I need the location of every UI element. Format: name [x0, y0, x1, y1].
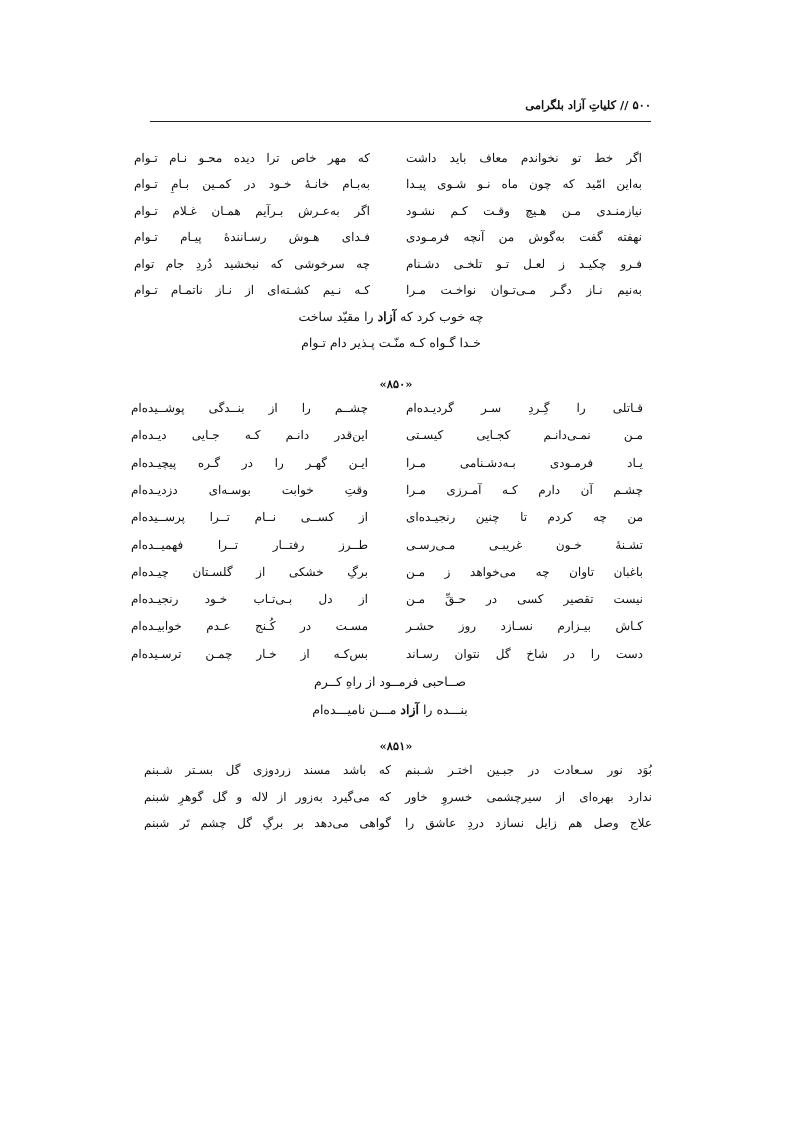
- hemistich-first: تشـنهٔ خـون غریبـی مـی‌رسـی: [406, 537, 643, 552]
- hemistich-first: مـن نمـی‌دانـم کجـایی کیسـتی: [406, 428, 643, 443]
- hemistich-first: باغبان تاوان چه می‌خواهد ز مـن: [406, 564, 643, 579]
- closing-text: را مقیّد ساخت: [298, 309, 378, 325]
- couplet: [134, 278, 642, 302]
- hemistich-first: چشـم آن دارم کـه آمـرزی مـرا: [406, 482, 643, 497]
- closing-line: [191, 304, 591, 330]
- hemistich-second: از کســی نــام تــرا پرســیده‌ام: [131, 510, 368, 525]
- hemistich-first: قـاتلی را گِـردِ سـر گردیـده‌ام: [406, 401, 643, 415]
- couplet: [131, 451, 643, 475]
- couplet: [134, 146, 642, 170]
- couplet: [131, 614, 643, 638]
- hemistich-first: به‌نیم نـاز دگـر مـی‌تـوان نواخـت مـرا: [406, 283, 642, 297]
- hemistich-second: به‌بـام خانـهٔ خـود در کمـین بـامِ تـوام: [134, 177, 370, 192]
- hemistich-first: ندارد بهره‌ای از سیرچشمی خسروِ خاور: [405, 789, 652, 804]
- hemistich-second: از دل بـی‌تـاب خـود رنجیـده‌ام: [131, 592, 368, 607]
- couplet: [131, 396, 643, 420]
- hemistich-second: این‌قدر دانـم کـه جـایی دیـده‌ام: [131, 428, 368, 443]
- couplet: [131, 642, 643, 666]
- hemistich-second: گواهی می‌دهد بر برگِ گل چشم تَر شبنم: [144, 816, 391, 830]
- poem-number: «۸۵۰»: [379, 377, 413, 391]
- hemistich-second: چشــم را از بنــدگی پوشــیده‌ام: [131, 401, 368, 415]
- header-rule: [150, 121, 651, 122]
- hemistich-first: یـاد فرمـودی بـه‌دشـنامی مـرا: [406, 455, 643, 470]
- hemistich-first: نهفته گفت به‌گوش من آنچه فرمـودی: [406, 230, 642, 245]
- couplet: [134, 225, 642, 249]
- couplet: [134, 172, 642, 196]
- hemistich-first: فـرو چکیـد ز لعـل تـو تلخـی دشـنام: [406, 256, 642, 271]
- hemistich-second: بس‌کـه از خـار چمـن ترسـیده‌ام: [131, 646, 368, 661]
- poet-name: آزاد: [377, 309, 397, 325]
- couplet: [144, 811, 652, 835]
- closing-line: [191, 330, 591, 356]
- hemistich-first: نیازمنـدی مـن هـیچ وقـت کـم نشـود: [406, 203, 642, 218]
- closing-text: مـــن نامیـــده‌ام: [312, 702, 401, 717]
- couplet: [131, 533, 643, 557]
- hemistich-first: علاج وصل هم زایل نسازد دردِ عاشق را: [405, 816, 652, 830]
- couplet: [131, 478, 643, 502]
- page-number-and-title: ۵۰۰ // کلیاتِ آزاد بلگرامی: [525, 98, 651, 112]
- hemistich-second: برگِ خشکی از گلسـتان چیـده‌ام: [131, 564, 368, 579]
- hemistich-second: که مهر خاص ترا دیده محـو نـام تـوام: [134, 151, 370, 165]
- hemistich-second: طــرز رفتــار تــرا فهمیــده‌ام: [131, 537, 368, 552]
- couplet: [131, 587, 643, 611]
- hemistich-first: به‌این امّید که چون ماه نـو شـوی پیـدا: [406, 177, 642, 192]
- poet-name: آزاد: [400, 702, 419, 717]
- hemistich-first: بُوَد نور سـعادت در جبـین اختـر شـبنم: [405, 763, 652, 777]
- hemistich-second: چه سرخوشی که نبخشید دُردِ جام توام: [134, 256, 370, 271]
- couplet: [144, 785, 652, 809]
- couplet: [131, 505, 643, 529]
- couplet: [131, 560, 643, 584]
- hemistich-second: اگر به‌عـرش بـرآیم همـان غـلام تـوام: [134, 203, 370, 218]
- couplet: [144, 758, 652, 782]
- hemistich-first: اگر خط تو نخواندم معاف باید داشت: [406, 151, 642, 165]
- hemistich-first: نیست تقصیر کسی در حـقِّ مـن: [406, 592, 643, 607]
- hemistich-second: ایـن گهـر را در گـره پیچیـده‌ام: [131, 455, 368, 470]
- closing-line: [190, 669, 590, 695]
- closing-text: بنـــده را: [418, 702, 468, 717]
- hemistich-first: کـاش بیـزارم نسـازد روز حشـر: [406, 619, 643, 634]
- couplet: [131, 423, 643, 447]
- hemistich-second: فـدای هـوش رسـانندهٔ پیـام تـوام: [134, 230, 370, 245]
- closing-text: چه خوب کرد که: [396, 309, 484, 325]
- closing-text: خـدا گـواه کـه منّـت پـذیر دام تـوام: [301, 335, 481, 351]
- poem-number: «۸۵۱»: [379, 739, 413, 753]
- closing-text: صــاحبی فرمــود از راهِ کــرم: [314, 674, 466, 689]
- closing-line: [190, 697, 590, 723]
- hemistich-first: من چه کردم تا چنین رنجیـده‌ای: [406, 510, 643, 525]
- page-header: [150, 92, 651, 118]
- hemistich-second: مسـت در کُـنج عـدم خوابیـده‌ام: [131, 619, 368, 634]
- hemistich-second: وقتِ خوابت بوسـه‌ای دزدیـده‌ام: [131, 482, 368, 497]
- hemistich-second: که می‌گیرد به‌زور از لاله و گل گوهرِ شبنم: [144, 789, 391, 804]
- couplet: [134, 252, 642, 276]
- hemistich-second: که باشد مسند زردوزی گل بسـتر شـبنم: [144, 763, 391, 777]
- hemistich-second: کـه نـیم کشـته‌ای از نـاز ناتمـام تـوام: [134, 283, 370, 297]
- couplet: [134, 199, 642, 223]
- hemistich-first: دست را در شاخ گل نتوان رسـاند: [406, 646, 643, 661]
